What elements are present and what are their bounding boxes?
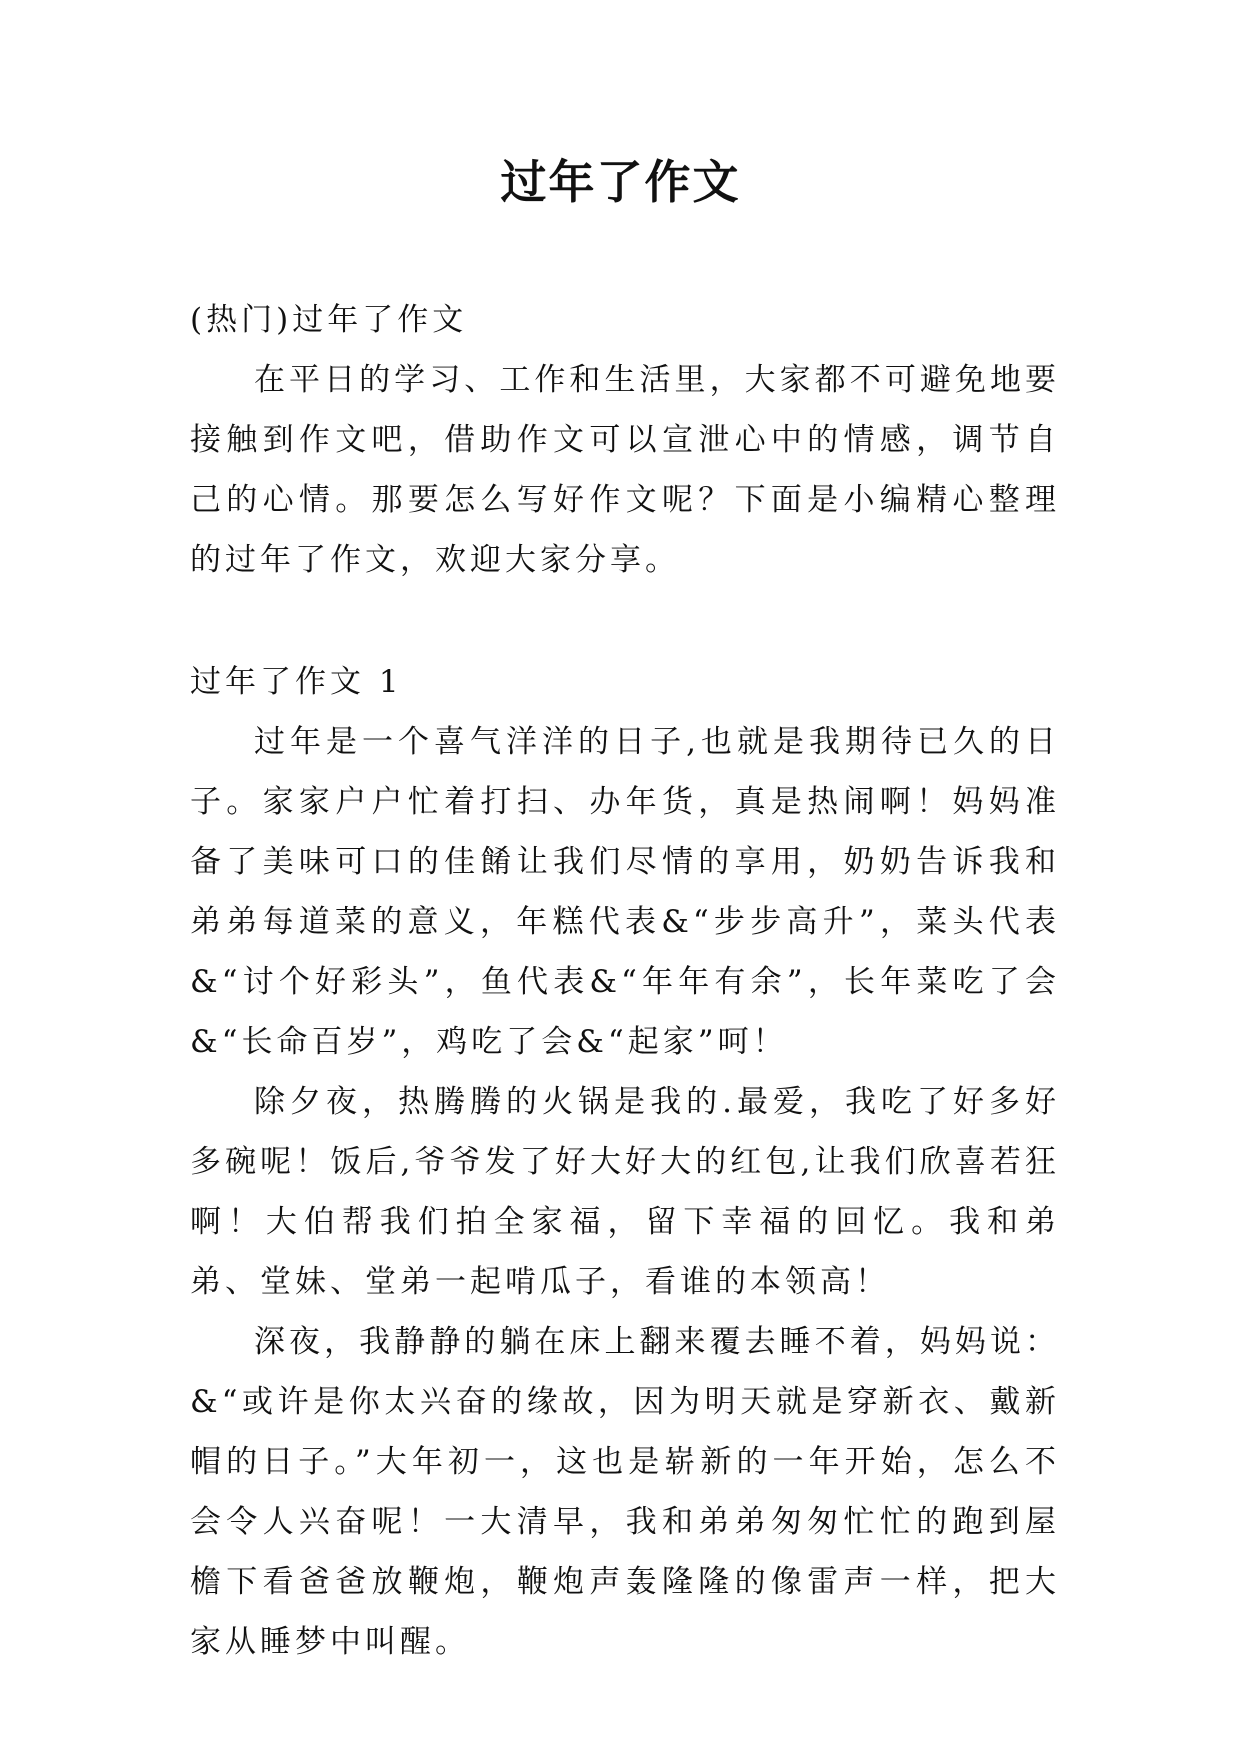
document-title: 过年了作文 xyxy=(500,155,741,209)
body-paragraph-3: 深夜，我静静的躺在床上翻来覆去睡不着，妈妈说：&“或许是你太兴奋的缘故，因为明天就是穿新衣、戴新帽的日子。”大年初一，这也是崭新的一年开始，怎么不会令人兴奋呢！一大清早，我和弟弟匆匆忙忙的跑到屋檐下看爸爸放鞭炮，鞭炮声轰隆隆的像雷声一样，把大家从睡梦中叫醒。 xyxy=(190,1324,1060,1660)
body-paragraph-2: 除夕夜，热腾腾的火锅是我的.最爱，我吃了好多好多碗呢！饭后,爷爷发了好大好大的红包,让我们欣喜若狂啊！大伯帮我们拍全家福，留下幸福的回忆。我和弟弟、堂妹、堂弟一起啃瓜子，看谁的本领高！ xyxy=(190,1084,1060,1300)
section-heading: 过年了作文 1 xyxy=(190,664,403,700)
section-spacer xyxy=(190,590,1060,652)
body-paragraph-1: 过年是一个喜气洋洋的日子,也就是我期待已久的日子。家家户户忙着打扫、办年货，真是热闹啊！妈妈准备了美味可口的佳餚让我们尽情的享用，奶奶告诉我和弟弟每道菜的意义，年糕代表&“步步高升”，菜头代表&“讨个好彩头”，鱼代表&“年年有余”，长年菜吃了会&“长命百岁”，鸡吃了会&“起家”呵！ xyxy=(190,724,1060,1060)
intro-paragraph: 在平日的学习、工作和生活里，大家都不可避免地要接触到作文吧，借助作文可以宣泄心中的情感，调节自己的心情。那要怎么写好作文呢？下面是小编精心整理的过年了作文，欢迎大家分享。 xyxy=(190,362,1060,578)
intro-heading: (热门)过年了作文 xyxy=(190,302,468,338)
document-body xyxy=(190,290,1060,1672)
